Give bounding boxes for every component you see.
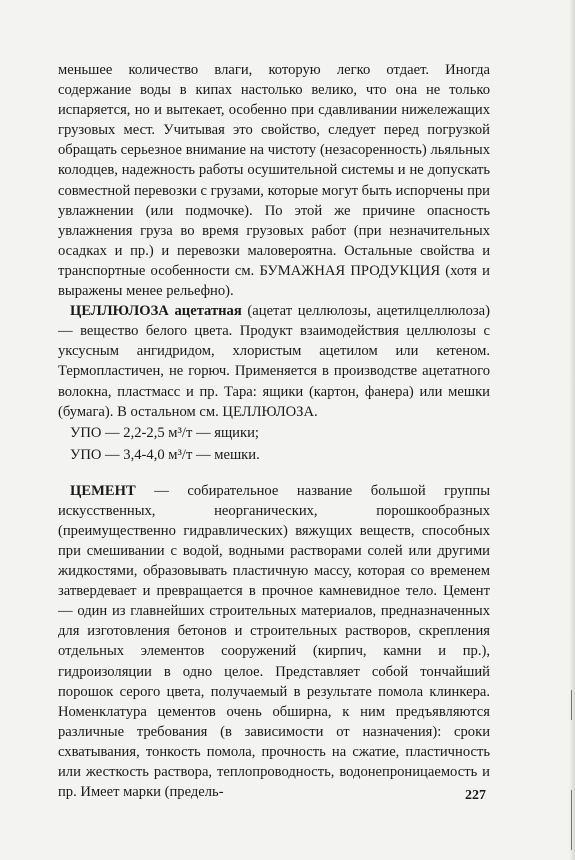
cellulose-entry [58, 301, 490, 422]
cellulose-upo-boxes: УПО — 2,2-2,5 м³/т — ящики; [70, 424, 259, 441]
cement-entry [58, 481, 490, 803]
page-number: 227 [465, 788, 486, 803]
paragraph-continuation: меньшее количество влаги, которую легко отдает. Иногда содержание воды в кипах настолько велико, что она не только испаряется, но и вытекает, особенно при сдавливании нижележащих грузовых мест. Учитывая это свойство, следует перед погрузкой обращать серьезное внимание на чистоту (незасоренность) льяльных колодцев, надежность работы осушительной системы и не допускать совместной перевозки с грузами, которые могут быть испорчены при увлажнении (или подмочке). По этой же причине опасность увлажнения груза во время грузовых работ (при незначительных осадках и пр.) и перевозки маловероятна. Остальные свойства и транспортные особенности см. БУМАЖНАЯ ПРОДУКЦИЯ (хотя и выражены менее рельефно). [58, 62, 490, 300]
document-page [58, 60, 490, 802]
scan-artifact [571, 690, 572, 720]
scan-edge-shadow [569, 0, 575, 860]
scan-artifact [571, 790, 572, 850]
cement-term: ЦЕМЕНТ [70, 482, 136, 499]
cellulose-upo-bags: УПО — 3,4-4,0 м³/т — мешки. [70, 446, 260, 463]
cement-text: — собирательное название большой группы искусственных, неорганических, порошкообразных (преимущественно гидравлических) вяжущих веществ, способных при смешивании с водой, водными растворами солей или другими жидкостями, образовывать пластичную массу, которая со временем затвердевает и превращается в прочное камневидное тело. Цемент — один из главнейших строительных материалов, предназначенных для изготовления бетонов и строительных растворов, скрепления отдельных элементов сооружений (кирпич, камни и пр.), гидроизоляции в одно целое. Представляет собой тончайший порошок серого цвета, получаемый в результате помола клинкера. Номенклатура цементов очень обширна, к ним предъявляются различные требования (в зависимости от назначения): сроки схватывания, тонкость помола, прочность на сжатие, пластичность или жесткость раствора, теплопроводность, водонепроницаемость и пр. Имеет марки (предель- [58, 482, 490, 801]
cellulose-text: (ацетат целлюлозы, ацетилцеллюлоза) — вещество белого цвета. Продукт взаимодействия целлюлозы с уксусным ангидридом, хлористым ацетилом или кетеном. Термопластичен, не горюч. Применяется в производстве ацетатного волокна, пластмасс и пр. Тара: ящики (картон, фанера) или мешки (бумага). В остальном см. ЦЕЛЛЮЛОЗА. [58, 303, 490, 420]
cellulose-term: ЦЕЛЛЮЛОЗА ацетатная [70, 303, 242, 320]
